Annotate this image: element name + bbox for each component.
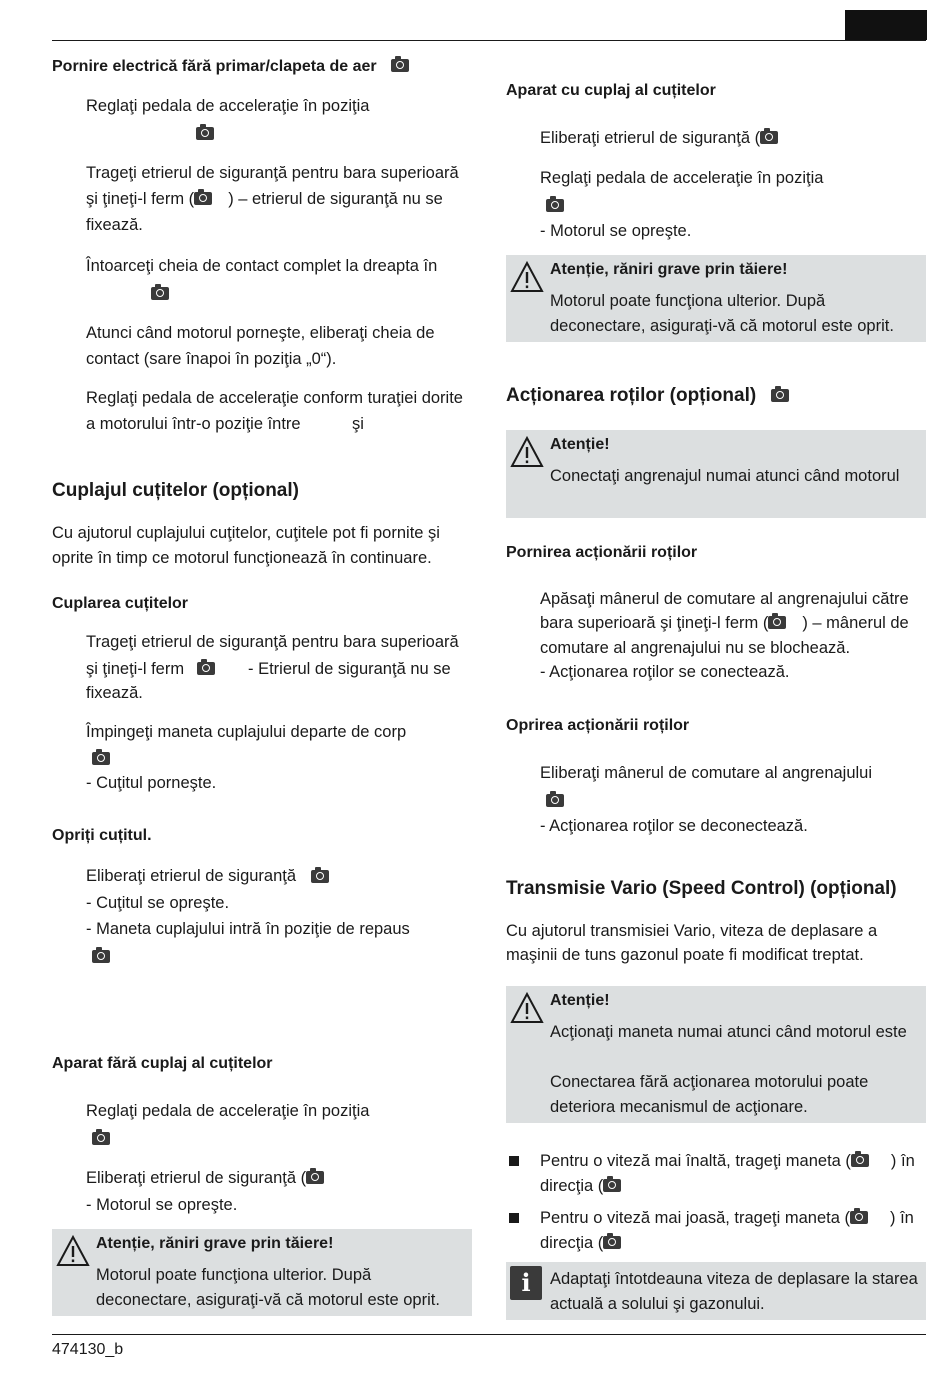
section-subheading: Aparat fără cuplaj al cuțitelor xyxy=(52,1055,273,1072)
camera-icon xyxy=(311,870,329,883)
paragraph: a motorului într-o poziţie între xyxy=(86,415,301,433)
warning-body xyxy=(550,464,899,489)
paragraph: - Cuţitul porneşte. xyxy=(86,774,217,792)
camera-icon xyxy=(546,199,564,212)
paragraph: şi xyxy=(352,415,364,433)
camera-icon xyxy=(92,950,110,963)
paragraph: contact (sare înapoi în poziţia „0“). xyxy=(86,350,337,368)
section-heading: Transmisie Vario (Speed Control) (opțional) xyxy=(506,878,897,899)
text-fragment: ) în xyxy=(890,1152,915,1170)
paragraph: maşinii de tuns gazonul poate fi modificat treptat. xyxy=(506,946,864,964)
warning-line: Acţionaţi maneta numai atunci când motorul este xyxy=(550,1023,907,1041)
paragraph: - Acţionarea roţilor se conectează. xyxy=(540,663,790,681)
header-rule xyxy=(52,40,926,41)
paragraph: fixează. xyxy=(86,216,143,234)
info-icon: i xyxy=(510,1266,542,1300)
paragraph: oprite în timp ce motorul funcţionează în continuare. xyxy=(52,549,432,567)
camera-icon xyxy=(197,662,215,675)
section-heading-text: Acționarea roților (opțional) xyxy=(506,385,757,406)
paragraph: Trageţi etrierul de siguranţă pentru bara superioară xyxy=(86,164,459,182)
info-line: actuală a solului şi gazonului. xyxy=(550,1295,765,1313)
text-fragment: Pentru o viteză mai înaltă, trageţi maneta ( xyxy=(540,1152,851,1170)
warning-title: Atenție, răniri grave prin tăiere! xyxy=(96,1235,334,1252)
paragraph: - Cuţitul se opreşte. xyxy=(86,894,230,912)
warning-triangle-icon xyxy=(510,992,544,1024)
paragraph: - Acţionarea roţilor se deconectează. xyxy=(540,817,808,835)
paragraph: fixează. xyxy=(86,684,143,702)
text-fragment: ) – mânerul de xyxy=(802,614,909,632)
page-tab-marker xyxy=(845,10,927,40)
bullet-text xyxy=(540,1149,915,1174)
paragraph: Eliberaţi etrierul de siguranţă xyxy=(86,867,297,885)
section-title-electric-start xyxy=(52,58,409,76)
section-subheading: Cuplarea cuțitelor xyxy=(52,595,189,612)
paragraph: Apăsaţi mânerul de comutare al angrenajului către xyxy=(540,590,909,608)
bullet-text xyxy=(540,1174,621,1199)
section-subheading: Aparat cu cuplaj al cuțitelor xyxy=(506,82,716,99)
section-subheading: Opriți cuțitul. xyxy=(52,827,152,844)
paragraph xyxy=(540,126,778,151)
bullet-text xyxy=(540,1231,621,1256)
paragraph: - Motorul se opreşte. xyxy=(540,222,692,240)
paragraph: comutare al angrenajului nu se blochează. xyxy=(540,639,851,657)
warning-box xyxy=(52,1229,472,1316)
text-fragment: bara superioară şi ţineţi-l ferm ( xyxy=(540,614,769,632)
camera-icon xyxy=(92,752,110,765)
warning-box xyxy=(506,430,926,518)
paragraph: Reglaţi pedala de acceleraţie în poziţia xyxy=(540,169,824,187)
section-heading xyxy=(506,385,789,407)
camera-icon xyxy=(771,389,789,402)
warning-box xyxy=(506,986,926,1123)
bullet-square-icon xyxy=(509,1213,519,1223)
warning-title: Atenție, răniri grave prin tăiere! xyxy=(550,261,788,278)
camera-icon xyxy=(603,1236,621,1249)
paragraph xyxy=(86,1166,324,1191)
camera-icon xyxy=(850,1211,868,1224)
text-fragment: direcţia ( xyxy=(540,1234,604,1252)
camera-icon xyxy=(306,1171,324,1184)
camera-icon xyxy=(194,192,212,205)
paragraph: Trageţi etrierul de siguranţă pentru bara superioară xyxy=(86,633,459,651)
warning-line: deteriora mecanismul de acţionare. xyxy=(550,1098,808,1116)
camera-icon xyxy=(151,287,169,300)
text-fragment: Pentru o viteză mai joasă, trageţi maneta ( xyxy=(540,1209,850,1227)
warning-line: Conectarea fără acţionarea motorului poate xyxy=(550,1073,869,1091)
text-fragment: ) în xyxy=(890,1209,914,1227)
text-fragment: Eliberaţi etrierul de siguranţă ( xyxy=(86,1169,307,1187)
paragraph: şi ţineţi-l ferm xyxy=(86,660,185,678)
footer-rule xyxy=(52,1334,926,1335)
paragraph: Reglaţi pedala de acceleraţie în poziţia xyxy=(86,97,370,115)
paragraph: Întoarceţi cheia de contact complet la dreapta în xyxy=(86,257,438,275)
camera-icon xyxy=(196,127,214,140)
warning-line: Motorul poate funcţiona ulterior. După xyxy=(96,1266,372,1284)
bullet-text xyxy=(540,1206,914,1231)
warning-triangle-icon xyxy=(510,436,544,468)
warning-line: deconectare, asiguraţi-vă că motorul este oprit. xyxy=(550,317,894,335)
warning-box xyxy=(506,255,926,342)
section-heading: Cuplajul cuțitelor (opțional) xyxy=(52,480,299,501)
info-line: Adaptaţi întotdeauna viteza de deplasare la starea xyxy=(550,1270,918,1288)
paragraph: Cu ajutorul cuplajului cuţitelor, cuţitele pot fi pornite şi xyxy=(52,524,440,542)
camera-icon xyxy=(768,616,786,629)
info-body xyxy=(550,1267,918,1317)
paragraph xyxy=(540,611,909,636)
warning-line: Conectaţi angrenajul numai atunci când motorul xyxy=(550,467,900,485)
warning-title: Atenție! xyxy=(550,992,610,1009)
text-fragment: Eliberaţi etrierul de siguranţă ( xyxy=(540,129,761,147)
paragraph: Atunci când motorul porneşte, eliberaţi cheia de xyxy=(86,324,435,342)
document-code: 474130_b xyxy=(52,1341,124,1358)
paragraph: - Maneta cuplajului intră în poziţie de repaus xyxy=(86,920,410,938)
text-fragment: direcţia ( xyxy=(540,1177,604,1195)
paragraph: - Motorul se opreşte. xyxy=(86,1196,238,1214)
paragraph xyxy=(86,187,443,212)
warning-title: Atenție! xyxy=(550,436,610,453)
warning-body xyxy=(550,1020,907,1120)
paragraph: Reglaţi pedala de acceleraţie conform turaţiei dorite xyxy=(86,389,463,407)
section-title-text: Pornire electrică fără primar/clapeta de aer xyxy=(52,58,377,75)
paragraph: Cu ajutorul transmisiei Vario, viteza de deplasare a xyxy=(506,922,878,940)
paragraph: Eliberaţi mânerul de comutare al angrenajului xyxy=(540,764,873,782)
camera-icon xyxy=(546,794,564,807)
warning-line: Motorul poate funcţiona ulterior. După xyxy=(550,292,826,310)
warning-triangle-icon xyxy=(56,1235,90,1267)
paragraph: Reglaţi pedala de acceleraţie în poziţia xyxy=(86,1102,370,1120)
bullet-square-icon xyxy=(509,1156,519,1166)
camera-icon xyxy=(92,1132,110,1145)
paragraph: Împingeţi maneta cuplajului departe de corp xyxy=(86,723,407,741)
warning-body xyxy=(550,289,894,339)
section-subheading: Oprirea acționării roților xyxy=(506,717,690,734)
camera-icon xyxy=(760,131,778,144)
warning-triangle-icon xyxy=(510,261,544,293)
camera-icon xyxy=(603,1179,621,1192)
section-subheading: Pornirea acționării roților xyxy=(506,544,698,561)
paragraph: - Etrierul de siguranţă nu se xyxy=(248,660,451,678)
text-fragment: ) – etrierul de siguranţă nu se xyxy=(228,190,443,208)
warning-line: deconectare, asiguraţi-vă că motorul este oprit. xyxy=(96,1291,440,1309)
camera-icon xyxy=(391,59,409,72)
camera-icon xyxy=(851,1154,869,1167)
info-box xyxy=(506,1262,926,1320)
text-fragment: şi ţineţi-l ferm ( xyxy=(86,190,195,208)
warning-body xyxy=(96,1263,440,1313)
